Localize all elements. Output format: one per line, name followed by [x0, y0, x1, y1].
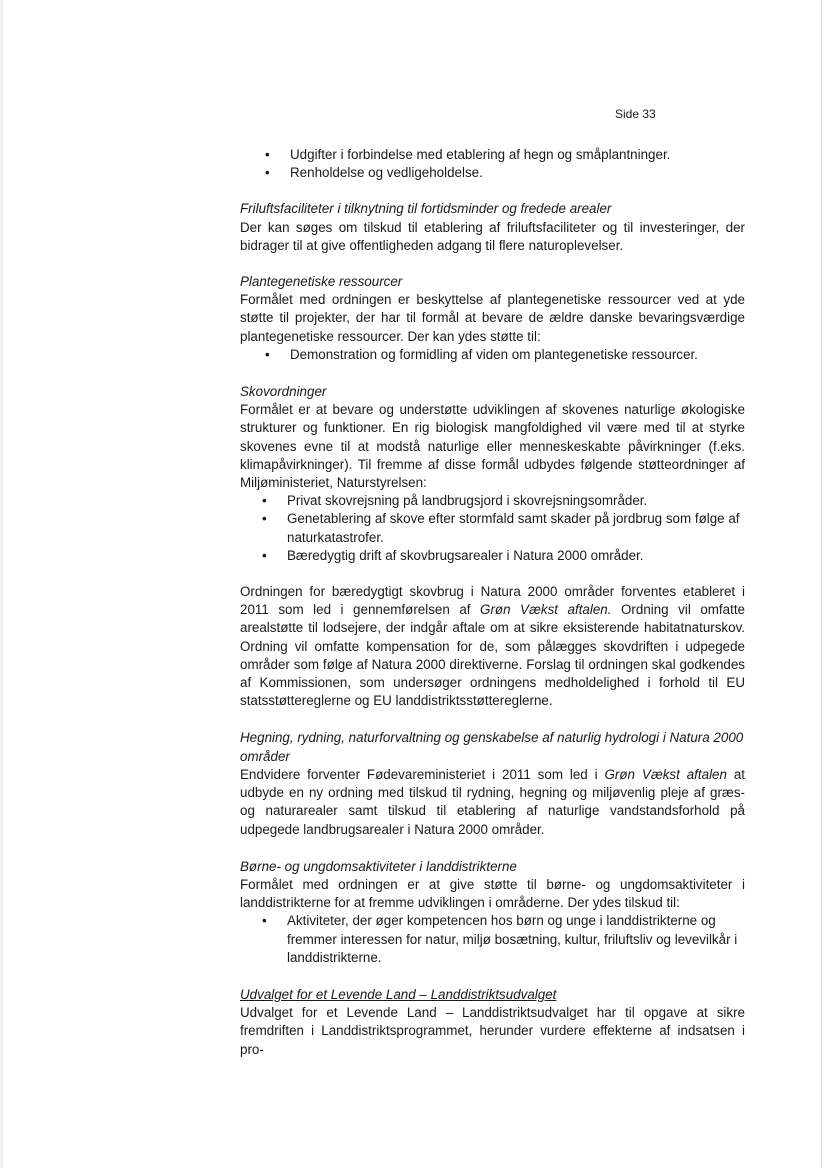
section-heading-boerne: Børne- og ungdomsaktiviteter i landdistrikterne — [240, 858, 517, 874]
list-item: • Bæredygtig drift af skovbrugsarealer i Natura 2000 områder. — [240, 547, 745, 565]
section-heading-friluft: Friluftsfaciliteter i tilknytning til fortidsminder og fredede arealer — [240, 201, 612, 217]
list-item: • Privat skovrejsning på landbrugsjord i skovrejsningsområder. — [240, 492, 745, 510]
section-body-friluft: Der kan søges om tilskud til etablering af friluftsfaciliteter og til investeringer, der bidrager til at give offentligheden adgang til flere naturoplevelser. — [240, 219, 745, 253]
section-body-boerne: Formålet med ordningen er at give støtte til børne- og ungdomsaktiviteter i landdistrikterne for at fremme udviklingen i områderne. Der ydes tilskud til: — [240, 876, 745, 911]
list-item: • Genetablering af skove efter stormfald samt skader på jordbrug som følge af naturkatastrofer. — [240, 510, 745, 546]
list-item: • Aktiviteter, der øger kompetencen hos børn og unge i landdistrikterne og fremmer interessen for natur, miljø bosætning, kultur, friluftsliv og levevilkår i landdistrikterne. — [240, 912, 745, 967]
section-heading-udvalg: Udvalget for et Levende Land – Landdistriktsudvalget — [240, 986, 557, 1002]
list-item: • Demonstration og formidling af viden om plantegenetiske ressourcer. — [240, 346, 745, 364]
top-bullet-list — [240, 146, 745, 182]
skov-bullet-list — [240, 492, 745, 565]
scan-right-edge — [821, 0, 822, 1168]
section-body-plante: Formålet med ordningen er beskyttelse af plantegenetiske ressourcer ved at yde støtte til projekter, der har til formål at bevare de ældre danske bevaringsværdige plantegenetiske ressourcer. Der kan ydes støtte til: — [240, 292, 745, 344]
section-body-hegning: Endvidere forventer Fødevareministeriet i 2011 som led i Grøn Vækst aftalen at udbyde en ny ordning med tilskud til rydning, hegning og miljøvenlig pleje af græs- og naturarealer samt tilskud til etablering af naturlige vandstandsforhold på udpegede landbrugsarealer i Natura 2000 områder. — [240, 766, 745, 837]
scan-left-edge — [0, 0, 3, 1168]
plante-bullet-list — [240, 346, 745, 364]
list-item: • Udgifter i forbindelse med etablering af hegn og småplantninger. — [240, 146, 745, 164]
section-heading-hegning: Hegning, rydning, naturforvaltning og genskabelse af naturlig hydrologi i Natura 2000 områder — [240, 730, 744, 764]
emphasis-gron-vaekst: Grøn Vækst aftalen. — [480, 602, 612, 618]
boerne-bullet-list — [240, 912, 745, 967]
page-content — [240, 146, 745, 1059]
page-number: Side 33 — [615, 107, 656, 121]
list-item: • Renholdelse og vedligeholdelse. — [240, 164, 745, 182]
section-body-skov: Formålet er at bevare og understøtte udviklingen af skovenes naturlige økologiske strukturer og funktioner. En rig biologisk mangfoldighed vil være med til at styrke skovenes evne til at modstå naturlige eller menneskeskabte påvirkninger (f.eks. klimapåvirkninger). Til fremme af disse formål udbydes følgende støtteordninger af Miljøministeriet, Naturstyrelsen: — [240, 402, 745, 491]
section-body-udvalg: Udvalget for et Levende Land – Landdistriktsudvalget har til opgave at sikre fremdriften i Landdistriktsprogrammet, herunder vurdere effekterne af indsatsen i pro- — [240, 1005, 745, 1057]
section-heading-plante: Plantegenetiske ressourcer — [240, 274, 403, 290]
section-heading-skov: Skovordninger — [240, 384, 327, 400]
emphasis-gron-vaekst: Grøn Vækst aftalen — [604, 766, 727, 782]
section-body-skov-2: Ordningen for bæredygtigt skovbrug i Natura 2000 områder forventes etableret i 2011 som led i gennemførelsen af Grøn Vækst aftalen. Ordning vil omfatte arealstøtte til lodsejere, der indgår aftale om at sikre eksisterende habitatnaturskov. Ordning vil omfatte kompensation for de, som pålægges skovdriften i udpegede områder som følge af Natura 2000 direktiverne. Forslag til ordningen skal godkendes af Kommissionen, som undersøger ordningens medholdelighed i forhold til EU statsstøttereglerne og EU landdistriktsstøttereglerne. — [240, 584, 745, 709]
